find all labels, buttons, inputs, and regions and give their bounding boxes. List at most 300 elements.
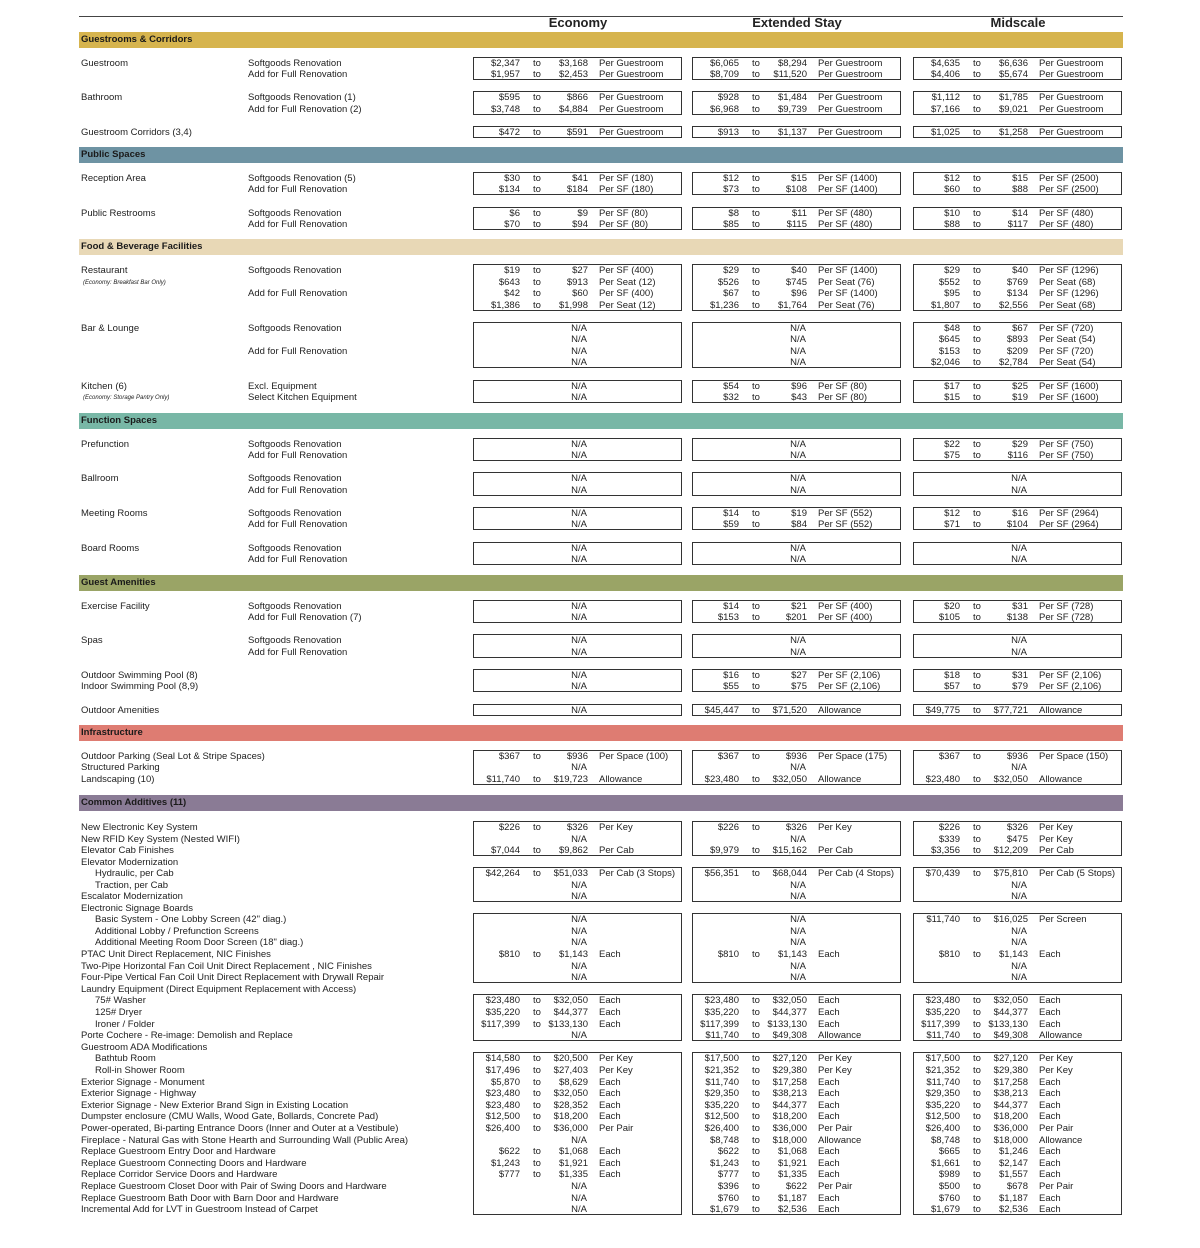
value-range xyxy=(475,92,680,103)
value-low: $49,775 xyxy=(925,705,960,716)
value-na: N/A xyxy=(571,439,587,450)
value-unit: Per Key xyxy=(1039,822,1073,833)
value-range xyxy=(475,880,680,891)
value-high: $32,050 xyxy=(993,995,1028,1006)
value-low: $35,220 xyxy=(925,1100,960,1111)
value-low: $810 xyxy=(498,949,520,960)
value-to: to xyxy=(752,1204,760,1215)
value-na: N/A xyxy=(571,705,587,716)
value-to: to xyxy=(973,914,981,925)
value-unit: Allowance xyxy=(1039,774,1083,785)
value-low: $20 xyxy=(944,601,960,612)
value-range xyxy=(694,914,899,925)
value-na: N/A xyxy=(1011,473,1027,484)
value-low: $760 xyxy=(717,1193,739,1204)
value-unit: Per Pair xyxy=(1039,1181,1074,1192)
value-unit: Per SF (720) xyxy=(1039,346,1094,357)
value-range xyxy=(915,543,1120,554)
value-high: $201 xyxy=(785,612,807,623)
value-to: to xyxy=(752,58,760,69)
value-low: $552 xyxy=(938,277,960,288)
value-low: $1,661 xyxy=(930,1158,960,1169)
value-high: $1,335 xyxy=(777,1169,807,1180)
value-unit: Each xyxy=(599,995,621,1006)
value-low: $595 xyxy=(498,92,520,103)
value-range xyxy=(694,681,899,692)
value-unit: Per SF (80) xyxy=(818,392,868,403)
value-na: N/A xyxy=(790,891,806,902)
value-unit: Per Guestroom xyxy=(1039,58,1104,69)
value-high: $15,162 xyxy=(772,845,807,856)
row-item-label: New RFID Key System (Nested WIFI) xyxy=(81,834,240,845)
value-range xyxy=(694,450,899,461)
value-range xyxy=(694,184,899,195)
value-range xyxy=(915,751,1120,762)
value-range xyxy=(694,346,899,357)
value-range xyxy=(915,647,1120,658)
value-high: $138 xyxy=(1006,612,1028,623)
value-low: $35,220 xyxy=(925,1007,960,1018)
value-high: $4,884 xyxy=(558,104,588,115)
value-unit: Per SF (480) xyxy=(1039,208,1094,219)
value-unit: Per Cab xyxy=(599,845,634,856)
value-high: $32,050 xyxy=(553,995,588,1006)
value-to: to xyxy=(752,1030,760,1041)
value-low: $95 xyxy=(944,288,960,299)
value-unit: Allowance xyxy=(1039,1135,1083,1146)
value-high: $134 xyxy=(1006,288,1028,299)
value-range xyxy=(475,762,680,773)
value-high: $16,025 xyxy=(993,914,1028,925)
value-unit: Per Seat (12) xyxy=(599,277,656,288)
value-low: $643 xyxy=(498,277,520,288)
row-item-label: Bar & Lounge xyxy=(81,323,140,334)
value-to: to xyxy=(752,1111,760,1122)
section-header: Food & Beverage Facilities xyxy=(79,239,1123,255)
value-to: to xyxy=(533,822,541,833)
row-item-label: Guestroom ADA Modifications xyxy=(81,1042,208,1053)
value-to: to xyxy=(973,751,981,762)
value-high: $32,050 xyxy=(993,774,1028,785)
value-unit: Per SF (1296) xyxy=(1039,265,1099,276)
value-to: to xyxy=(973,1100,981,1111)
value-unit: Each xyxy=(599,1100,621,1111)
row-item-label: Replace Guestroom Entry Door and Hardware xyxy=(81,1146,276,1157)
value-range xyxy=(694,543,899,554)
value-unit: Per Key xyxy=(1039,1053,1073,1064)
value-high: $1,921 xyxy=(777,1158,807,1169)
value-to: to xyxy=(973,334,981,345)
value-range xyxy=(475,961,680,972)
row-description: Add for Full Renovation (2) xyxy=(248,104,362,115)
value-range xyxy=(475,69,680,80)
value-unit: Per Cab (3 Stops) xyxy=(599,868,676,879)
section-header: Function Spaces xyxy=(79,413,1123,429)
value-unit: Per Space (175) xyxy=(818,751,888,762)
value-unit: Per SF (2500) xyxy=(1039,184,1099,195)
row-description: Softgoods Renovation xyxy=(248,508,342,519)
value-range xyxy=(694,277,899,288)
value-to: to xyxy=(973,774,981,785)
value-to: to xyxy=(973,1053,981,1064)
value-low: $17,500 xyxy=(704,1053,739,1064)
value-range xyxy=(694,357,899,368)
value-range xyxy=(915,601,1120,612)
value-range xyxy=(475,1100,680,1111)
value-low: $5,870 xyxy=(490,1077,520,1088)
value-low: $1,025 xyxy=(930,127,960,138)
value-high: $27 xyxy=(791,670,807,681)
row-item-label: 125# Dryer xyxy=(95,1007,142,1018)
value-range xyxy=(915,926,1120,937)
value-range xyxy=(475,357,680,368)
value-unit: Per SF (1400) xyxy=(818,184,878,195)
value-to: to xyxy=(533,949,541,960)
value-range xyxy=(694,1111,899,1122)
value-unit: Per Guestroom xyxy=(1039,127,1104,138)
value-high: $1,557 xyxy=(998,1169,1028,1180)
row-item-label: Reception Area xyxy=(81,173,146,184)
value-unit: Per SF (80) xyxy=(599,208,649,219)
value-na: N/A xyxy=(571,357,587,368)
value-to: to xyxy=(533,1077,541,1088)
value-na: N/A xyxy=(1011,554,1027,565)
value-high: $44,377 xyxy=(772,1100,807,1111)
value-high: $27,403 xyxy=(553,1065,588,1076)
value-high: $622 xyxy=(785,1181,807,1192)
value-high: $133,130 xyxy=(767,1019,807,1030)
value-range xyxy=(694,334,899,345)
value-range xyxy=(915,219,1120,230)
value-high: $104 xyxy=(1006,519,1028,530)
value-na: N/A xyxy=(790,357,806,368)
value-na: N/A xyxy=(571,485,587,496)
value-unit: Each xyxy=(1039,1100,1061,1111)
value-to: to xyxy=(973,705,981,716)
value-low: $367 xyxy=(498,751,520,762)
value-range xyxy=(694,1019,899,1030)
value-low: $29 xyxy=(944,265,960,276)
value-range xyxy=(475,392,680,403)
value-unit: Per Key xyxy=(599,822,633,833)
value-high: $2,536 xyxy=(777,1204,807,1215)
row-item-label: Exterior Signage - Highway xyxy=(81,1088,197,1099)
value-na: N/A xyxy=(571,346,587,357)
value-high: $8,629 xyxy=(558,1077,588,1088)
value-to: to xyxy=(752,519,760,530)
value-unit: Per Seat (68) xyxy=(1039,300,1096,311)
value-high: $475 xyxy=(1006,834,1028,845)
value-high: $1,068 xyxy=(777,1146,807,1157)
value-range xyxy=(694,69,899,80)
column-header-economy: Economy xyxy=(548,15,608,30)
value-range xyxy=(694,995,899,1006)
value-range xyxy=(475,705,680,716)
value-to: to xyxy=(533,127,541,138)
row-description: Add for Full Renovation xyxy=(248,219,348,230)
value-range xyxy=(915,69,1120,80)
value-range xyxy=(694,1123,899,1134)
value-low: $153 xyxy=(938,346,960,357)
value-range xyxy=(694,323,899,334)
value-range xyxy=(694,880,899,891)
value-range xyxy=(475,219,680,230)
row-description: Add for Full Renovation xyxy=(248,554,348,565)
value-low: $23,480 xyxy=(925,774,960,785)
value-na: N/A xyxy=(571,762,587,773)
value-unit: Per SF (2,106) xyxy=(818,670,881,681)
value-range xyxy=(694,265,899,276)
value-high: $18,000 xyxy=(993,1135,1028,1146)
value-high: $68,044 xyxy=(772,868,807,879)
value-unit: Each xyxy=(818,1146,840,1157)
value-low: $11,740 xyxy=(705,1030,739,1041)
value-to: to xyxy=(533,219,541,230)
value-high: $77,721 xyxy=(993,705,1028,716)
value-range xyxy=(694,392,899,403)
value-to: to xyxy=(752,822,760,833)
value-to: to xyxy=(973,508,981,519)
row-item-label: Porte Cochere - Re-image: Demolish and Replace xyxy=(81,1030,293,1041)
value-range xyxy=(915,961,1120,972)
value-unit: Per Key xyxy=(818,822,852,833)
value-to: to xyxy=(533,1158,541,1169)
row-item-label: Additional Meeting Room Door Screen (18" diag.) xyxy=(95,937,304,948)
value-to: to xyxy=(752,681,760,692)
value-range xyxy=(694,1030,899,1041)
row-note: (Economy: Breakfast Bar Only) xyxy=(83,280,166,286)
value-unit: Per Cab xyxy=(818,845,853,856)
value-na: N/A xyxy=(790,323,806,334)
value-to: to xyxy=(973,1111,981,1122)
value-to: to xyxy=(973,300,981,311)
value-unit: Each xyxy=(818,995,840,1006)
value-to: to xyxy=(533,774,541,785)
value-range xyxy=(694,601,899,612)
value-low: $777 xyxy=(498,1169,520,1180)
value-to: to xyxy=(752,705,760,716)
value-low: $23,480 xyxy=(925,995,960,1006)
value-low: $42 xyxy=(504,288,520,299)
value-to: to xyxy=(752,612,760,623)
row-description: Softgoods Renovation xyxy=(248,473,342,484)
value-high: $745 xyxy=(785,277,807,288)
value-range xyxy=(915,635,1120,646)
value-unit: Each xyxy=(599,949,621,960)
row-item-label: Incremental Add for LVT in Guestroom Instead of Carpet xyxy=(81,1204,318,1215)
value-low: $11,740 xyxy=(926,1077,960,1088)
value-high: $2,556 xyxy=(998,300,1028,311)
value-range xyxy=(475,1204,680,1215)
value-low: $396 xyxy=(717,1181,739,1192)
value-to: to xyxy=(973,868,981,879)
value-to: to xyxy=(752,868,760,879)
value-range xyxy=(694,612,899,623)
value-to: to xyxy=(752,670,760,681)
value-unit: Per Key xyxy=(818,1065,852,1076)
value-range xyxy=(475,1169,680,1180)
value-range xyxy=(475,450,680,461)
value-range xyxy=(475,1065,680,1076)
value-range xyxy=(915,1204,1120,1215)
value-low: $73 xyxy=(723,184,739,195)
value-range xyxy=(915,1111,1120,1122)
value-range xyxy=(694,762,899,773)
row-item-label: Electronic Signage Boards xyxy=(81,903,193,914)
value-range xyxy=(915,995,1120,1006)
value-low: $23,480 xyxy=(485,1100,520,1111)
value-high: $1,258 xyxy=(998,127,1028,138)
row-description: Add for Full Renovation xyxy=(248,519,348,530)
value-high: $43 xyxy=(791,392,807,403)
value-to: to xyxy=(533,92,541,103)
value-low: $54 xyxy=(723,381,739,392)
value-range xyxy=(475,995,680,1006)
row-item-label: Exercise Facility xyxy=(81,601,150,612)
row-description: Add for Full Renovation (7) xyxy=(248,612,362,623)
value-range xyxy=(694,751,899,762)
value-unit: Per Key xyxy=(1039,1065,1073,1076)
value-unit: Each xyxy=(599,1088,621,1099)
value-na: N/A xyxy=(571,519,587,530)
value-low: $11,740 xyxy=(926,914,960,925)
value-to: to xyxy=(752,381,760,392)
value-range xyxy=(915,485,1120,496)
value-range xyxy=(475,519,680,530)
value-high: $2,784 xyxy=(998,357,1028,368)
row-item-label: Laundry Equipment (Direct Equipment Replacement with Access) xyxy=(81,984,357,995)
row-description: Select Kitchen Equipment xyxy=(248,392,357,403)
value-low: $1,679 xyxy=(930,1204,960,1215)
value-range xyxy=(475,288,680,299)
value-na: N/A xyxy=(1011,961,1027,972)
value-low: $622 xyxy=(717,1146,739,1157)
value-high: $591 xyxy=(566,127,588,138)
value-unit: Per SF (400) xyxy=(599,288,654,299)
value-range xyxy=(915,1193,1120,1204)
row-description: Add for Full Renovation xyxy=(248,288,348,299)
value-to: to xyxy=(973,822,981,833)
value-to: to xyxy=(973,1135,981,1146)
value-range xyxy=(694,381,899,392)
value-high: $16 xyxy=(1012,508,1028,519)
row-description: Softgoods Renovation xyxy=(248,58,342,69)
value-range xyxy=(694,868,899,879)
value-low: $2,046 xyxy=(930,357,960,368)
value-high: $49,308 xyxy=(772,1030,807,1041)
value-low: $1,386 xyxy=(490,300,520,311)
value-high: $9,021 xyxy=(998,104,1028,115)
value-na: N/A xyxy=(1011,762,1027,773)
value-unit: Per SF (720) xyxy=(1039,323,1094,334)
value-low: $367 xyxy=(717,751,739,762)
value-unit: Per SF (2964) xyxy=(1039,508,1099,519)
value-range xyxy=(915,184,1120,195)
value-range xyxy=(475,323,680,334)
value-unit: Per Guestroom xyxy=(599,127,664,138)
value-low: $14 xyxy=(723,601,739,612)
value-range xyxy=(475,635,680,646)
value-na: N/A xyxy=(571,1181,587,1192)
value-low: $8 xyxy=(728,208,739,219)
value-range xyxy=(915,1158,1120,1169)
value-range xyxy=(694,834,899,845)
value-high: $1,335 xyxy=(558,1169,588,1180)
value-unit: Each xyxy=(818,1111,840,1122)
value-to: to xyxy=(752,1053,760,1064)
value-na: N/A xyxy=(1011,937,1027,948)
row-item-label: Traction, per Cab xyxy=(95,880,169,891)
value-na: N/A xyxy=(1011,880,1027,891)
value-range xyxy=(694,1169,899,1180)
value-low: $12,500 xyxy=(485,1111,520,1122)
value-high: $88 xyxy=(1012,184,1028,195)
value-low: $35,220 xyxy=(704,1100,739,1111)
value-unit: Per Seat (54) xyxy=(1039,334,1096,345)
value-unit: Each xyxy=(818,1019,840,1030)
value-na: N/A xyxy=(571,1193,587,1204)
value-na: N/A xyxy=(790,473,806,484)
row-description: Softgoods Renovation xyxy=(248,439,342,450)
value-high: $1,143 xyxy=(998,949,1028,960)
value-to: to xyxy=(973,265,981,276)
value-range xyxy=(475,1053,680,1064)
value-na: N/A xyxy=(790,554,806,565)
value-unit: Allowance xyxy=(818,1030,862,1041)
value-high: $19,723 xyxy=(553,774,588,785)
value-high: $769 xyxy=(1006,277,1028,288)
value-unit: Per Seat (76) xyxy=(818,277,875,288)
value-low: $928 xyxy=(717,92,739,103)
value-low: $57 xyxy=(944,681,960,692)
value-unit: Per SF (480) xyxy=(818,208,873,219)
value-unit: Per SF (1400) xyxy=(818,288,878,299)
value-high: $17,258 xyxy=(772,1077,807,1088)
value-range xyxy=(915,1030,1120,1041)
value-low: $1,243 xyxy=(490,1158,520,1169)
value-range xyxy=(694,891,899,902)
value-unit: Each xyxy=(818,1100,840,1111)
value-unit: Allowance xyxy=(1039,705,1083,716)
value-high: $1,246 xyxy=(998,1146,1028,1157)
value-low: $9,979 xyxy=(709,845,739,856)
value-range xyxy=(475,1019,680,1030)
row-item-label: Fireplace - Natural Gas with Stone Hearth and Surrounding Wall (Public Area) xyxy=(81,1135,409,1146)
value-high: $11,520 xyxy=(773,69,807,80)
value-to: to xyxy=(973,208,981,219)
value-na: N/A xyxy=(571,834,587,845)
value-low: $16 xyxy=(723,670,739,681)
value-to: to xyxy=(533,1019,541,1030)
value-range xyxy=(915,346,1120,357)
value-range xyxy=(915,208,1120,219)
value-unit: Each xyxy=(818,1193,840,1204)
row-description: Excl. Equipment xyxy=(248,381,317,392)
value-high: $117 xyxy=(1007,219,1028,230)
value-high: $108 xyxy=(785,184,807,195)
value-unit: Per SF (750) xyxy=(1039,439,1094,450)
value-range xyxy=(915,670,1120,681)
value-low: $71 xyxy=(944,519,960,530)
value-low: $19 xyxy=(504,265,520,276)
value-low: $1,807 xyxy=(930,300,960,311)
value-high: $1,187 xyxy=(998,1193,1028,1204)
value-na: N/A xyxy=(790,635,806,646)
row-item-label: Basic System - One Lobby Screen (42" diag.) xyxy=(95,914,287,925)
value-range xyxy=(915,880,1120,891)
value-range xyxy=(475,647,680,658)
value-range xyxy=(475,1181,680,1192)
